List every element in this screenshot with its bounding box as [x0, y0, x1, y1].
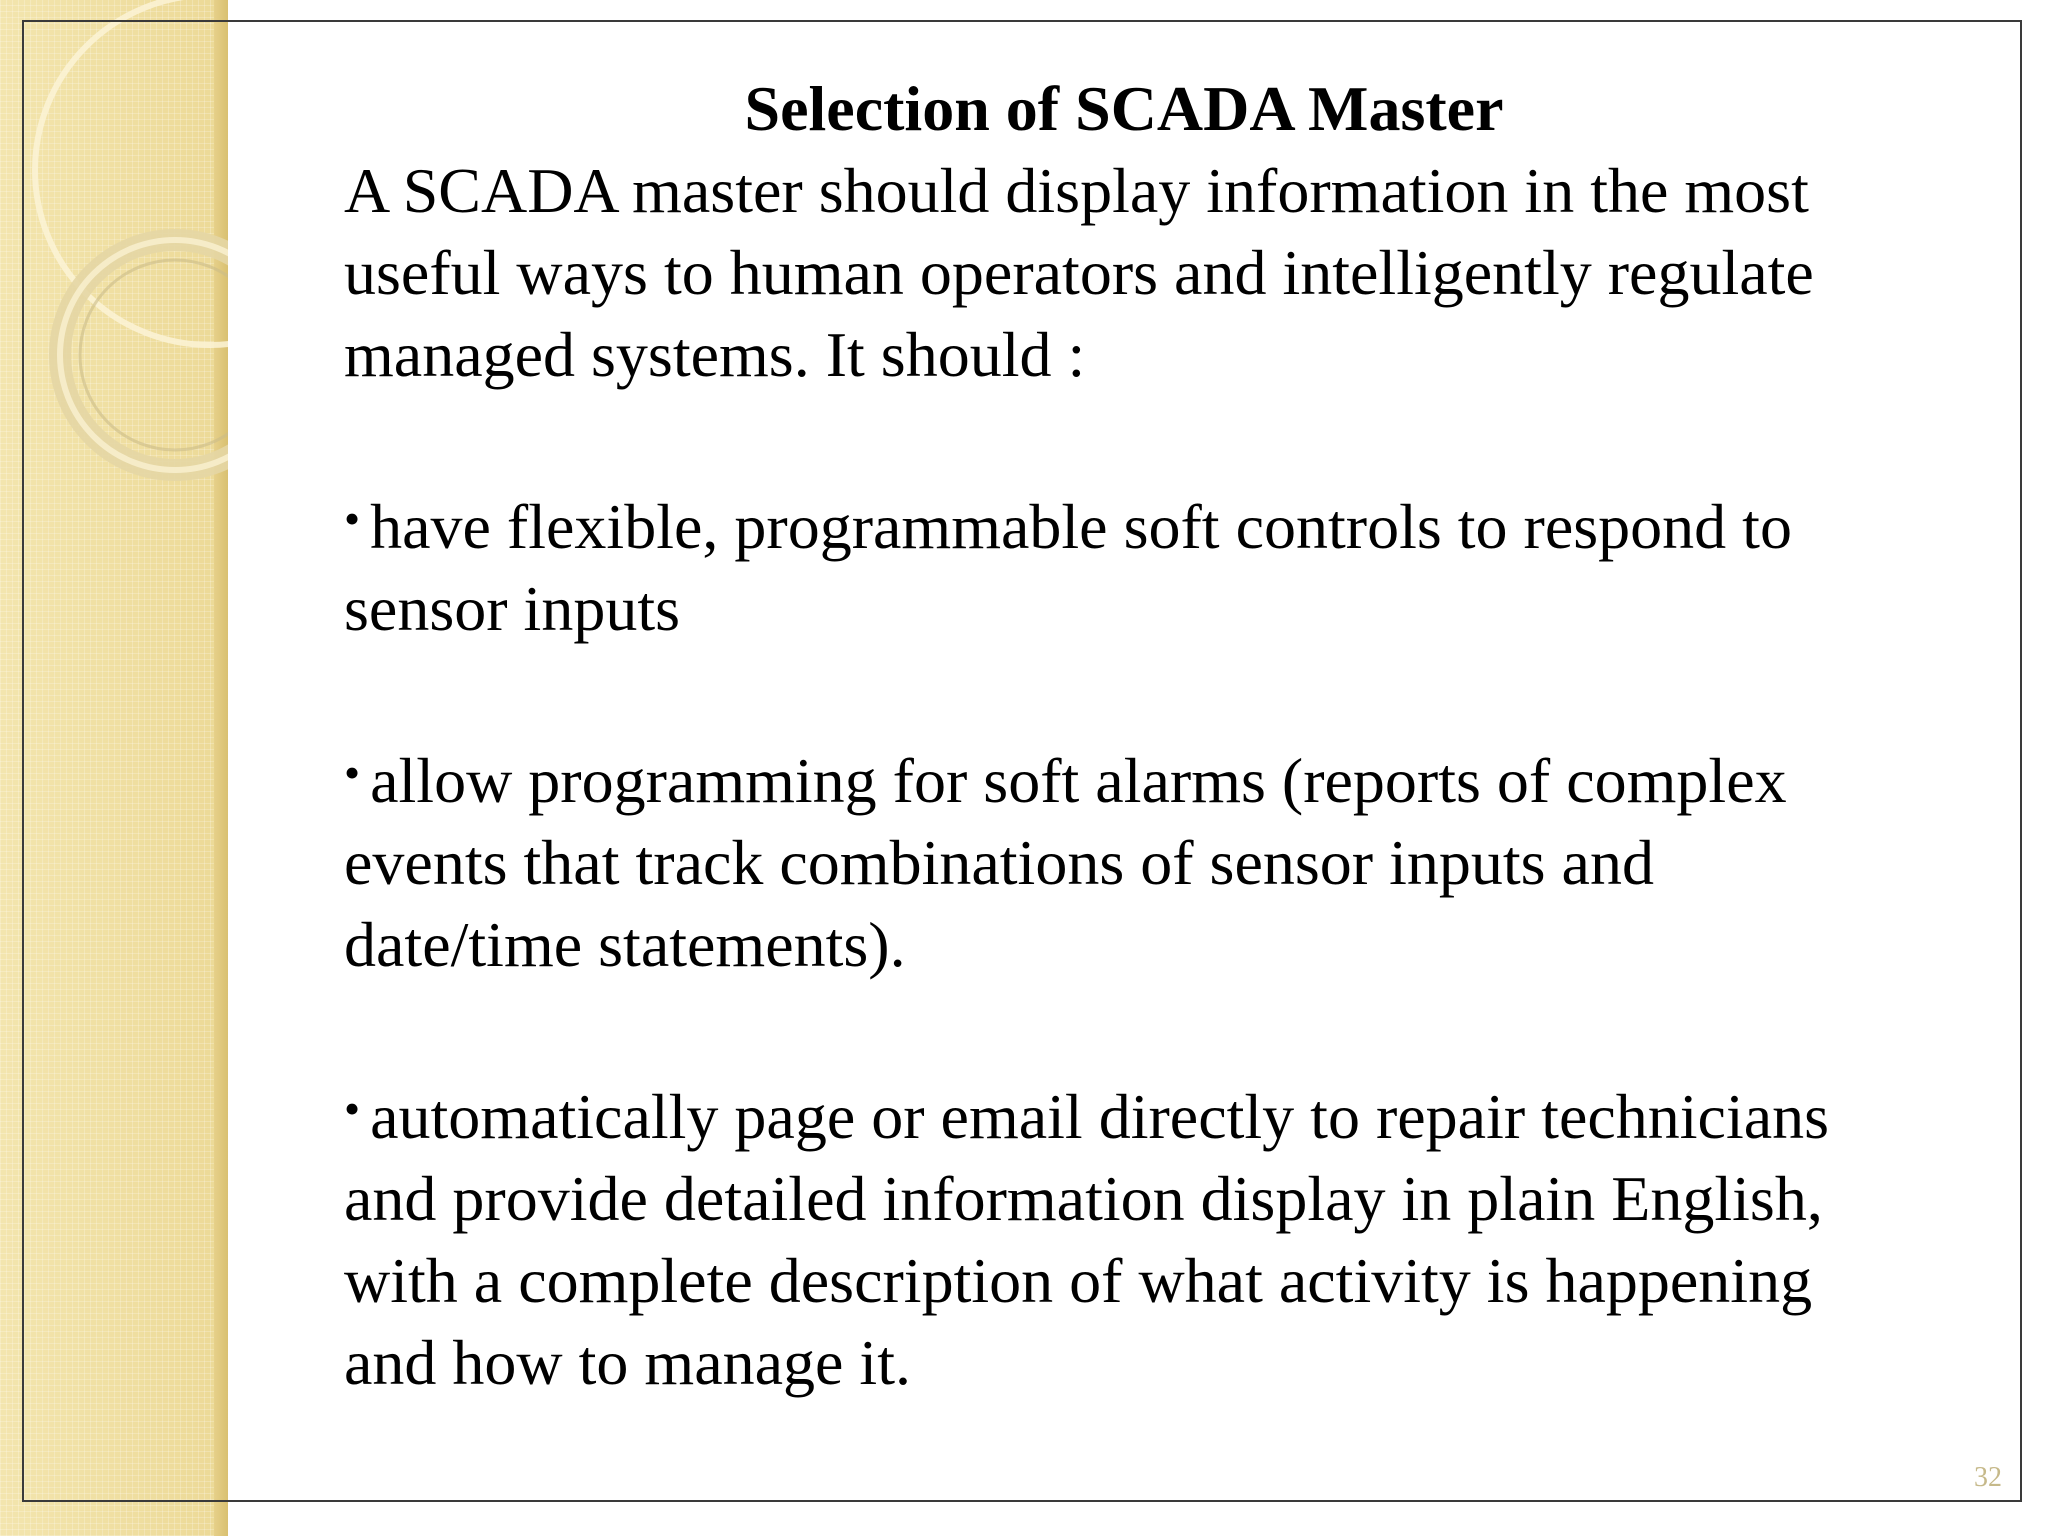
bullet-item [344, 732, 1904, 986]
bullet-icon: • [344, 747, 361, 798]
bullet-text: allow programming for soft alarms (reports of complex events that track combinations of sensor inputs and date/time statements). [344, 745, 1787, 980]
bullet-item [344, 1068, 1904, 1404]
bullet-icon: • [344, 1083, 361, 1134]
intro-paragraph: A SCADA master should display information in the most useful ways to human operators and intelligently regulate managed systems. It should : [344, 155, 1814, 390]
bullet-text: automatically page or email directly to repair technicians and provide detailed information display in plain English, with a complete description of what activity is happening and how to manage it. [344, 1081, 1830, 1398]
decorative-rings-icon [0, 0, 230, 520]
bullet-item [344, 478, 1904, 650]
page-number: 32 [1974, 1462, 2002, 1493]
slide-title: Selection of SCADA Master [744, 73, 1504, 144]
bullet-icon: • [344, 493, 361, 544]
bullet-text: have flexible, programmable soft controls to respond to sensor inputs [344, 491, 1792, 644]
slide-body [344, 150, 1904, 1486]
